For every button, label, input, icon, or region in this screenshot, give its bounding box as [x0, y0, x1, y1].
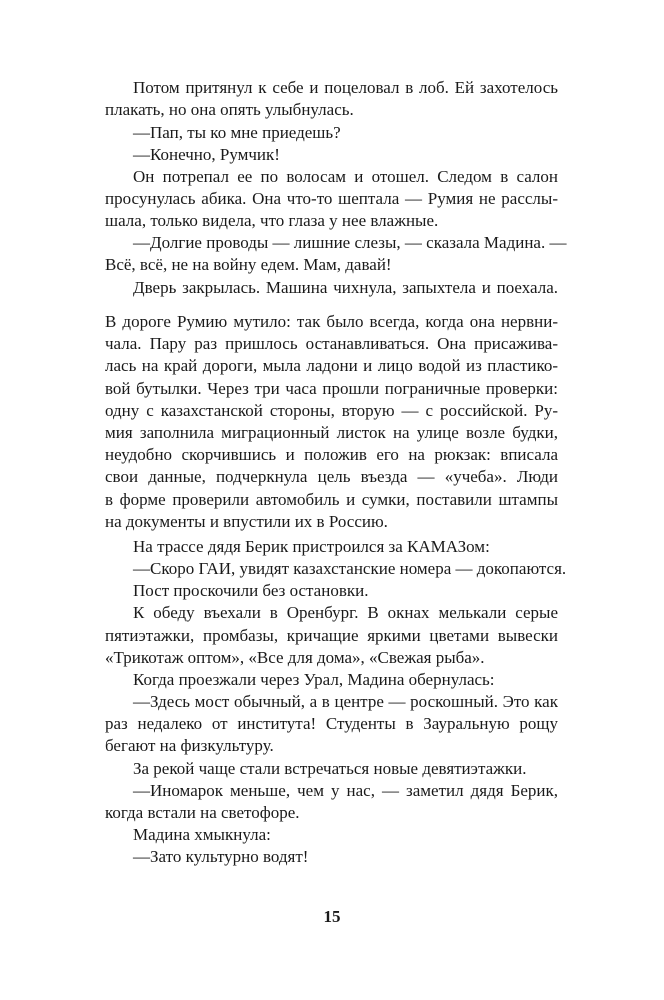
text-line: —Зато культурно водят!: [133, 847, 309, 866]
text-line: просунулась абика. Она что-то шептала — Румия не расслы-: [105, 189, 558, 208]
text-line: свои данные, подчеркнула цель въезда — «учеба». Люди: [105, 467, 558, 486]
text-line: вой бутылки. Через три часа прошли пограничные проверки:: [105, 379, 558, 398]
text-line: в форме проверили автомобиль и сумки, поставили штампы: [105, 490, 558, 509]
text-line: мия заполнила миграционный листок на улице возле будки,: [105, 423, 558, 442]
text-line: бегают на физкультуру.: [105, 736, 274, 755]
text-line: Когда проезжали через Урал, Мадина обернулась:: [133, 670, 495, 689]
text-line: —Здесь мост обычный, а в центре — роскошный. Это как: [133, 692, 558, 711]
text-line: чала. Пару раз пришлось останавливаться. Она присажива-: [105, 334, 558, 353]
text-line: Мадина хмыкнула:: [133, 825, 271, 844]
text-line: —Долгие проводы — лишние слезы, — сказала Мадина. —: [133, 233, 567, 252]
text-line: Потом притянул к себе и поцеловал в лоб. Ей захотелось: [133, 78, 558, 97]
text-line: пятиэтажки, промбазы, кричащие яркими цветами вывески: [105, 626, 558, 645]
text-line: —Пап, ты ко мне приедешь?: [133, 123, 341, 142]
text-line: раз недалеко от института! Студенты в Зауральную рощу: [105, 714, 558, 733]
text-line: на документы и впустили их в Россию.: [105, 512, 388, 531]
text-line: неудобно скорчившись и положив его на рюкзак: вписала: [105, 445, 558, 464]
page-number: 15: [323, 907, 341, 926]
text-line: —Скоро ГАИ, увидят казахстанские номера — докопаются.: [133, 559, 567, 578]
text-line: Пост проскочили без остановки.: [133, 581, 369, 600]
text-line: шала, только видела, что глаза у нее влажные.: [105, 211, 439, 230]
text-line: плакать, но она опять улыбнулась.: [105, 100, 354, 119]
text-line: «Трикотаж оптом», «Все для дома», «Свежая рыба».: [105, 648, 485, 667]
text-line: Всё, всё, не на войну едем. Мам, давай!: [105, 255, 392, 274]
text-line: За рекой чаще стали встречаться новые девятиэтажки.: [133, 759, 527, 778]
text-line: —Иномарок меньше, чем у нас, — заметил дядя Берик,: [133, 781, 558, 800]
text-line: лась на край дороги, мыла ладони и лицо водой из пластико-: [105, 356, 558, 375]
text-line: Он потрепал ее по волосам и отошел. Следом в салон: [133, 167, 558, 186]
text-line: На трассе дядя Берик пристроился за КАМАЗом:: [133, 537, 490, 556]
text-line: —Конечно, Румчик!: [133, 145, 280, 164]
text-line: К обеду въехали в Оренбург. В окнах мелькали серые: [133, 603, 558, 622]
text-line: одну с казахстанской стороны, вторую — с российской. Ру-: [105, 401, 558, 420]
text-line: В дороге Румию мутило: так было всегда, когда она нервни-: [105, 312, 558, 331]
text-line: Дверь закрылась. Машина чихнула, запыхтела и поехала.: [133, 278, 558, 297]
text-line: когда встали на светофоре.: [105, 803, 300, 822]
